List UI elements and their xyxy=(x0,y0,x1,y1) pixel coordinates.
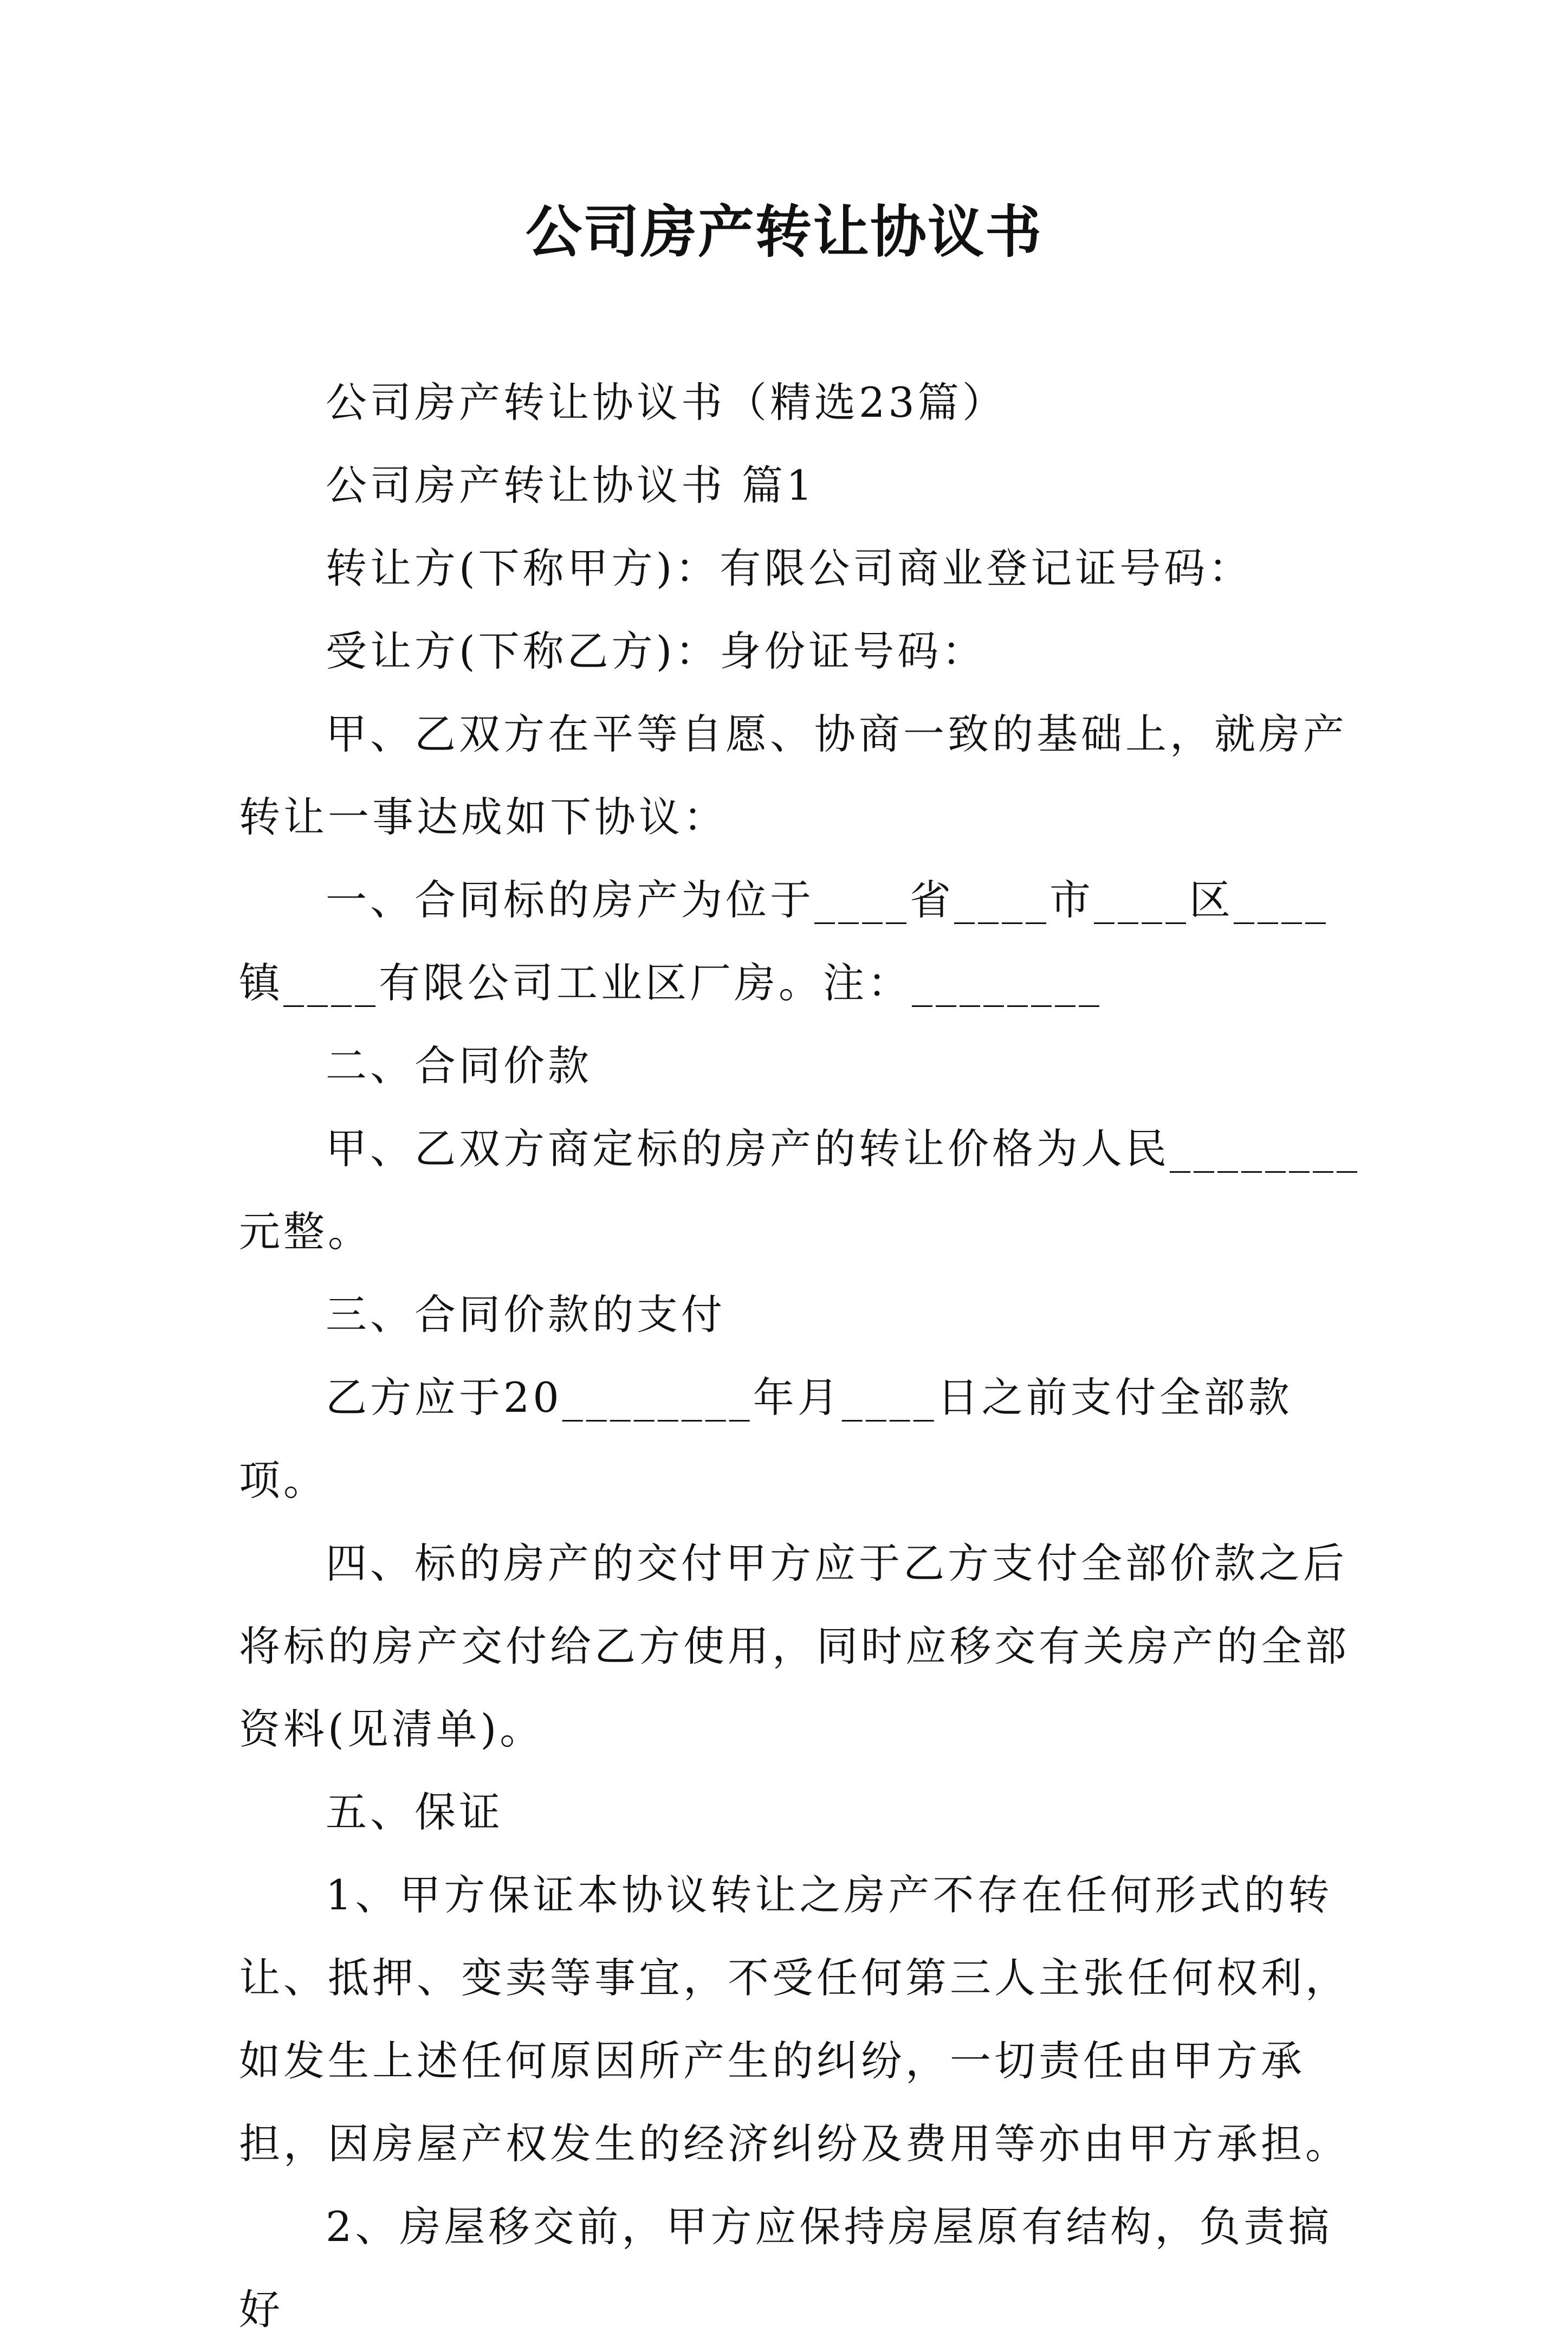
document-title: 公司房产转让协议书 xyxy=(525,198,1042,265)
paragraph-price: 甲、乙双方商定标的房产的转让价格为人民________元整。 xyxy=(239,1125,1360,1256)
paragraph-transferor: 转让方(下称甲方)：有限公司商业登记证号码： xyxy=(326,544,1253,592)
paragraph-guarantee-2: 2、房屋移交前，甲方应保持房屋原有结构，负责搞好 xyxy=(239,2203,1333,2334)
paragraph-agreement-intro: 甲、乙双方在平等自愿、协商一致的基础上，就房产转让一事达成如下协议： xyxy=(239,710,1347,841)
paragraph-clause-1: 一、合同标的房产为位于____省____市____区____镇____有限公司工业区厂房。注：________ xyxy=(239,876,1329,1007)
paragraph-clause-4: 四、标的房产的交付甲方应于乙方支付全部价款之后将标的房产交付给乙方使用，同时应移交有关房产的全部资料(见清单)。 xyxy=(239,1539,1350,1753)
paragraph-heading-2: 二、合同价款 xyxy=(326,1042,592,1090)
paragraph-heading-5: 五、保证 xyxy=(326,1788,503,1836)
document-body xyxy=(239,361,1366,2351)
paragraph-payment: 乙方应于20________年月____日之前支付全部款项。 xyxy=(239,1373,1293,1504)
paragraph-guarantee-1: 1、甲方保证本协议转让之房产不存在任何形式的转让、抵押、变卖等事宜，不受任何第三人主张任何权利，如发生上述任何原因所产生的纠纷，一切责任由甲方承担，因房屋产权发生的经济纠纷及费用等亦由甲方承担。 xyxy=(239,1871,1350,2168)
paragraph-subtitle: 公司房产转让协议书（精选23篇） xyxy=(326,378,1007,427)
paragraph-transferee: 受让方(下称乙方)：身份证号码： xyxy=(326,627,987,675)
paragraph-section-heading: 公司房产转让协议书 篇1 xyxy=(326,461,816,509)
paragraph-heading-3: 三、合同价款的支付 xyxy=(326,1290,725,1339)
